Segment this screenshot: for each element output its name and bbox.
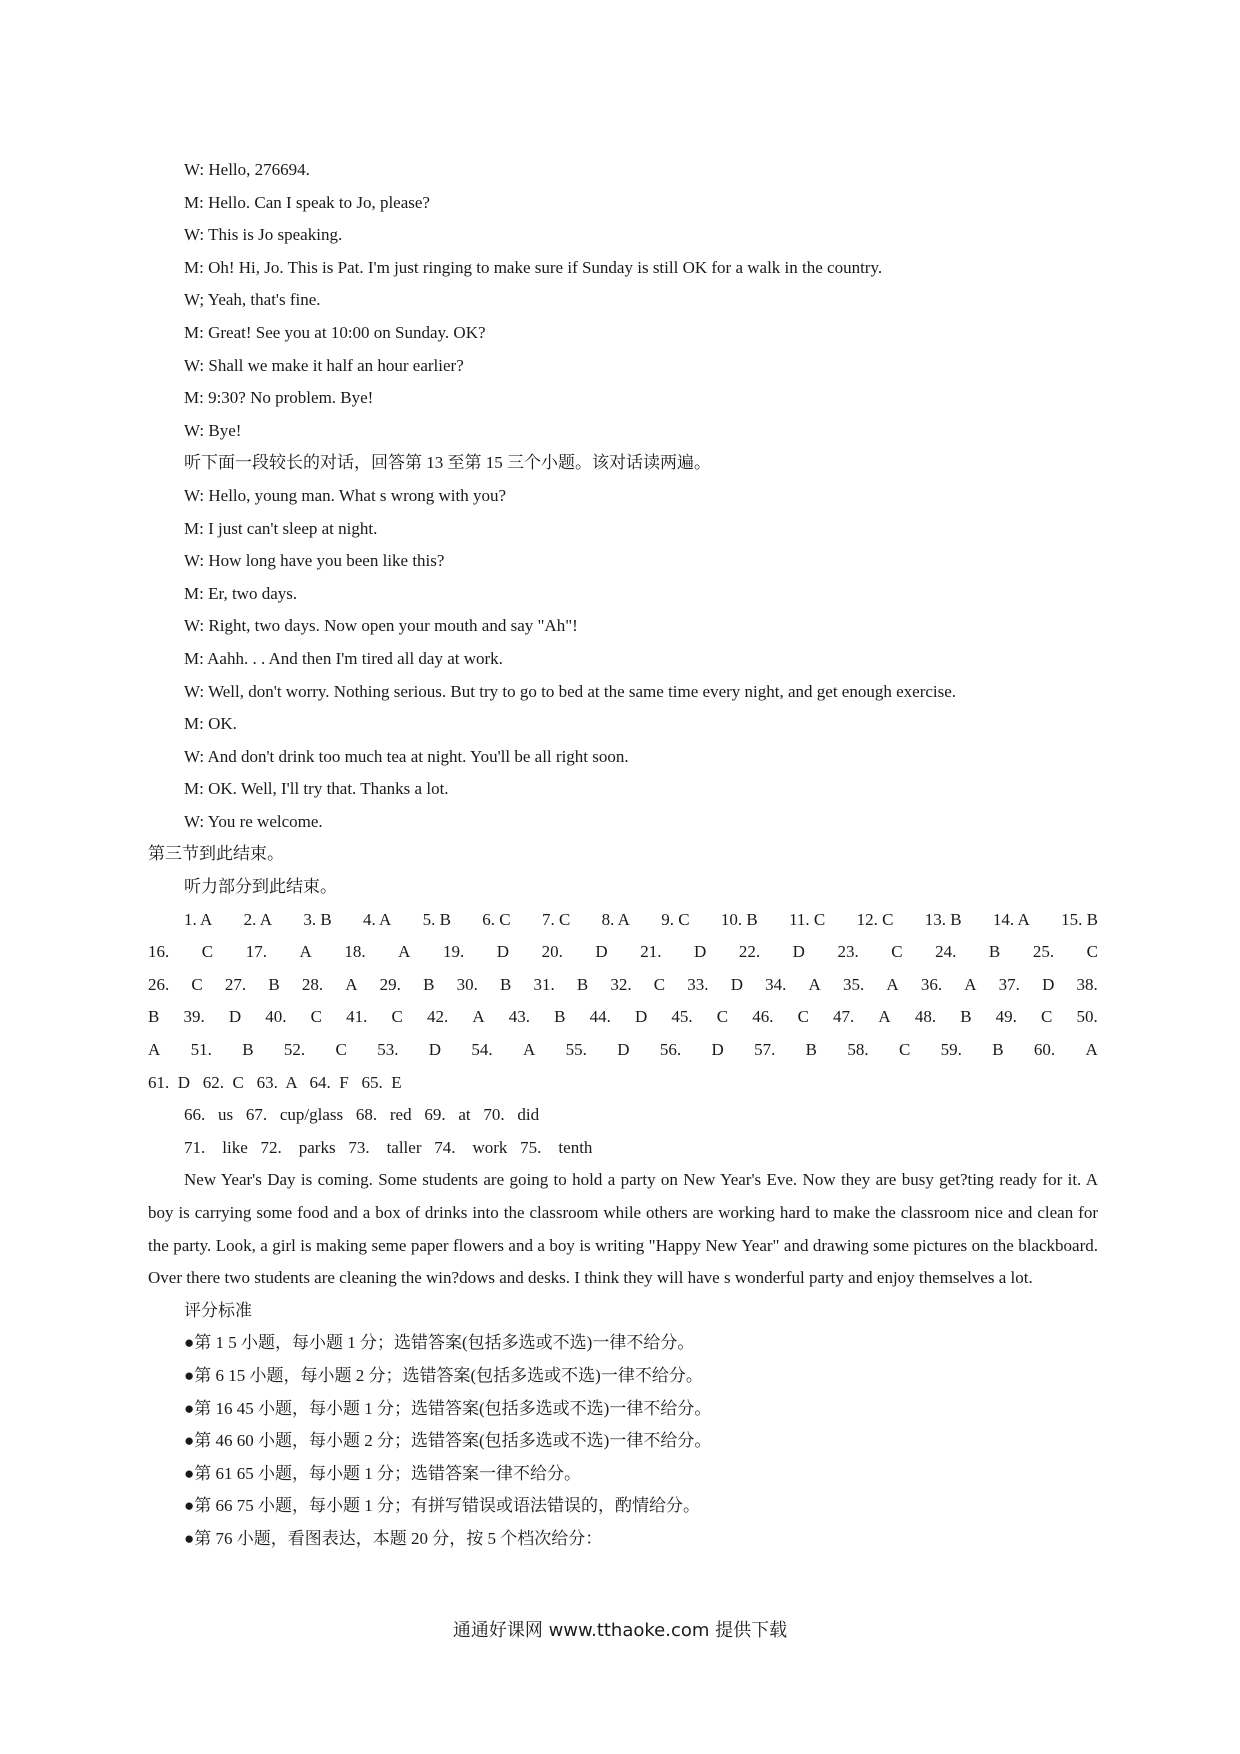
- dialog-1: [148, 154, 1098, 447]
- answer-item: 54.: [471, 1040, 493, 1060]
- answer-item: A: [398, 942, 411, 962]
- answer-item: 26.: [148, 974, 170, 994]
- dialog-line: W: This is Jo speaking.: [184, 225, 343, 245]
- answer-item: C: [1041, 1007, 1053, 1027]
- answer-item: B: [268, 974, 280, 994]
- dialog-line: W; Yeah, that's fine.: [184, 290, 321, 310]
- answer-item: C: [898, 1040, 911, 1060]
- answer-item: C: [335, 1040, 347, 1060]
- answer-item: 43.: [508, 1007, 530, 1027]
- answer-item: 24.: [935, 942, 957, 962]
- answer-item: C: [1086, 942, 1098, 962]
- answer-item: 53.: [377, 1040, 399, 1060]
- answer-item: D: [228, 1007, 242, 1027]
- dialog-2-intro: 听下面一段较长的对话，回答第 13 至第 15 三个小题。该对话读两遍。: [184, 453, 711, 473]
- answer-item: 17.: [245, 942, 267, 962]
- answer-item: A: [523, 1040, 536, 1060]
- answer-item: 60.: [1033, 1040, 1056, 1060]
- answer-item: 32.: [610, 974, 632, 994]
- dialog-line: M: Er, two days.: [184, 583, 298, 603]
- answer-item: A: [472, 1007, 485, 1027]
- answer-item: 42.: [426, 1007, 449, 1027]
- answer-item: A: [1085, 1040, 1098, 1060]
- answer-item: D: [617, 1040, 630, 1060]
- answer-item: 58.: [847, 1040, 869, 1060]
- dialog-line: M: OK.: [184, 714, 237, 734]
- dialog-line: W: Shall we make it half an hour earlier?: [184, 355, 464, 375]
- answer-item: 10. B: [720, 909, 758, 929]
- answer-item: 18.: [344, 942, 366, 962]
- answer-item: 45.: [671, 1007, 693, 1027]
- answer-item: 44.: [589, 1007, 611, 1027]
- answer-item: C: [891, 942, 903, 962]
- answer-row-7: 66. us 67. cup/glass 68. red 69. at 70. did: [184, 1105, 540, 1125]
- essay-text: New Year's Day is coming. Some students are going to hold a party on New Year's Eve. Now they are busy get?ting ready for it. A boy is carrying some food and a box of drinks into the classroom while others are working hard to make the classroom nice and clean for the party. Look, a girl is making seme paper flowers and a boy is writing "Happy New Year" and drawing some pictures on the blackboard. Over there two students are cleaning the win?dows and desks. I think they will have s wonderful party and enjoy themselves a lot.: [148, 1170, 1098, 1288]
- answer-row-5: [148, 1034, 1098, 1067]
- dialog-line: W: Hello, 276694.: [184, 160, 310, 179]
- answer-item: D: [496, 942, 510, 962]
- answer-item: 57.: [754, 1040, 776, 1060]
- answer-item: 11. C: [789, 909, 826, 929]
- dialog-line: M: Hello. Can I speak to Jo, please?: [184, 192, 430, 212]
- dialog-line: W: And don't drink too much tea at night. You'll be all right soon.: [184, 746, 629, 766]
- dialog-2: [148, 480, 1098, 839]
- answer-item: 29.: [379, 974, 401, 994]
- grading-list: [148, 1327, 1098, 1555]
- answer-item: 46.: [752, 1007, 774, 1027]
- answer-item: 41.: [346, 1007, 368, 1027]
- answer-item: 22.: [738, 942, 761, 962]
- answer-item: D: [1042, 974, 1055, 994]
- dialog-line: M: I just can't sleep at night.: [184, 518, 378, 538]
- answer-item: 7. C: [541, 909, 571, 929]
- answer-row-8: 71. like 72. parks 73. taller 74. work 75. tenth: [184, 1137, 593, 1157]
- section-end-note: 第三节到此结束。: [148, 844, 284, 864]
- answer-item: 27.: [224, 974, 247, 994]
- answer-item: A: [878, 1007, 891, 1027]
- answer-item: 49.: [995, 1007, 1017, 1027]
- answer-item: 40.: [265, 1007, 287, 1027]
- answer-item: A: [299, 942, 312, 962]
- answer-item: 47.: [833, 1007, 855, 1027]
- grading-title: 评分标准: [184, 1300, 252, 1320]
- answer-item: B: [992, 1040, 1004, 1060]
- grading-item: ●第 16 45 小题，每小题 1 分；选错答案(包括多选或不选)一律不给分。: [184, 1398, 712, 1418]
- answer-key: [148, 904, 1098, 1165]
- dialog-line: W: Hello, young man. What s wrong with you?: [184, 485, 507, 505]
- listening-end-note: 听力部分到此结束。: [184, 877, 337, 897]
- answer-item: B: [576, 974, 589, 994]
- answer-item: C: [716, 1007, 729, 1027]
- answer-item: 48.: [914, 1007, 937, 1027]
- answer-row-1: [148, 904, 1098, 937]
- answer-item: 59.: [940, 1040, 962, 1060]
- grading-item: ●第 66 75 小题，每小题 1 分；有拼写错误或语法错误的，酌情给分。: [184, 1496, 701, 1516]
- answer-item: 51.: [190, 1040, 212, 1060]
- answer-item: 38.: [1076, 974, 1098, 994]
- answer-item: 20.: [541, 942, 563, 962]
- answer-item: 39.: [183, 1007, 205, 1027]
- dialog-line: M: Aahh. . . And then I'm tired all day at work.: [184, 648, 503, 668]
- answer-item: A: [964, 974, 977, 994]
- answer-item: C: [191, 974, 203, 994]
- dialog-line: M: 9:30? No problem. Bye!: [184, 388, 374, 408]
- answer-item: 35.: [842, 974, 865, 994]
- answer-item: A: [345, 974, 358, 994]
- answer-item: 12. C: [856, 909, 894, 929]
- grading-item: ●第 1 5 小题，每小题 1 分；选错答案(包括多选或不选)一律不给分。: [184, 1333, 695, 1353]
- dialog-line: W: Well, don't worry. Nothing serious. But try to go to bed at the same time every night, and get enough exercise.: [184, 681, 957, 701]
- answer-item: 14. A: [992, 909, 1030, 929]
- answer-item: D: [792, 942, 805, 962]
- page-body: [148, 154, 1098, 1556]
- dialog-line: M: Oh! Hi, Jo. This is Pat. I'm just ringing to make sure if Sunday is still OK for a walk in the country.: [184, 257, 883, 277]
- answer-item: 56.: [659, 1040, 682, 1060]
- answer-item: B: [960, 1007, 972, 1027]
- answer-row-3: [148, 969, 1098, 1002]
- answer-item: 16.: [148, 942, 170, 962]
- answer-item: D: [595, 942, 608, 962]
- answer-item: 36.: [920, 974, 943, 994]
- answer-item: 37.: [998, 974, 1020, 994]
- answer-item: 30.: [456, 974, 478, 994]
- answer-item: B: [423, 974, 435, 994]
- dialog-line: W: Bye!: [184, 420, 242, 440]
- answer-item: 34.: [765, 974, 787, 994]
- answer-item: C: [391, 1007, 403, 1027]
- answer-item: B: [499, 974, 512, 994]
- answer-item: C: [797, 1007, 809, 1027]
- answer-item: 25.: [1032, 942, 1055, 962]
- answer-row-2: [148, 936, 1098, 969]
- dialog-line: W: How long have you been like this?: [184, 551, 445, 571]
- dialog-line: M: Great! See you at 10:00 on Sunday. OK?: [184, 322, 486, 342]
- answer-item: 13. B: [924, 909, 962, 929]
- answer-item: D: [730, 974, 743, 994]
- answer-item: 3. B: [303, 909, 332, 929]
- answer-item: D: [634, 1007, 648, 1027]
- answer-item: A: [808, 974, 821, 994]
- dialog-line: M: OK. Well, I'll try that. Thanks a lot.: [184, 779, 449, 799]
- answer-item: B: [805, 1040, 817, 1060]
- grading-item: ●第 61 65 小题，每小题 1 分；选错答案一律不给分。: [184, 1463, 582, 1483]
- dialog-line: W: Right, two days. Now open your mouth and say "Ah"!: [184, 616, 578, 636]
- answer-item: 9. C: [661, 909, 690, 929]
- answer-item: A: [148, 1040, 161, 1060]
- answer-item: C: [653, 974, 666, 994]
- grading-item: ●第 46 60 小题，每小题 2 分；选错答案(包括多选或不选)一律不给分。: [184, 1431, 712, 1451]
- grading-item: ●第 76 小题，看图表达，本题 20 分，按 5 个档次给分：: [184, 1528, 603, 1548]
- answer-item: 50.: [1076, 1007, 1098, 1027]
- answer-item: 4. A: [362, 909, 392, 929]
- answer-item: 33.: [687, 974, 709, 994]
- answer-item: 2. A: [243, 909, 272, 929]
- answer-item: 19.: [442, 942, 465, 962]
- answer-item: B: [988, 942, 1001, 962]
- answer-item: D: [711, 1040, 724, 1060]
- answer-item: 55.: [565, 1040, 587, 1060]
- answer-item: B: [554, 1007, 566, 1027]
- answer-item: B: [242, 1040, 254, 1060]
- answer-item: 8. A: [601, 909, 630, 929]
- answer-row-4: [148, 1001, 1098, 1034]
- answer-item: 6. C: [482, 909, 511, 929]
- answer-item: B: [148, 1007, 160, 1027]
- page-footer: 通通好课网 www.tthaoke.com 提供下载: [452, 1620, 788, 1641]
- grading-item: ●第 6 15 小题，每小题 2 分；选错答案(包括多选或不选)一律不给分。: [184, 1365, 703, 1385]
- answer-item: A: [886, 974, 899, 994]
- answer-item: 28.: [301, 974, 324, 994]
- answer-item: 5. B: [422, 909, 451, 929]
- answer-item: D: [693, 942, 707, 962]
- answer-item: 21.: [640, 942, 662, 962]
- answer-item: D: [428, 1040, 442, 1060]
- answer-item: 31.: [533, 974, 555, 994]
- answer-item: 52.: [283, 1040, 306, 1060]
- essay-paragraph: [148, 1164, 1098, 1294]
- answer-item: 15. B: [1061, 909, 1098, 929]
- answer-row-6: 61. D 62. C 63. A 64. F 65. E: [148, 1072, 402, 1092]
- answer-item: C: [201, 942, 214, 962]
- answer-item: C: [310, 1007, 322, 1027]
- answer-item: 1. A: [184, 909, 213, 929]
- answer-item: 23.: [837, 942, 859, 962]
- dialog-line: W: You re welcome.: [184, 811, 323, 831]
